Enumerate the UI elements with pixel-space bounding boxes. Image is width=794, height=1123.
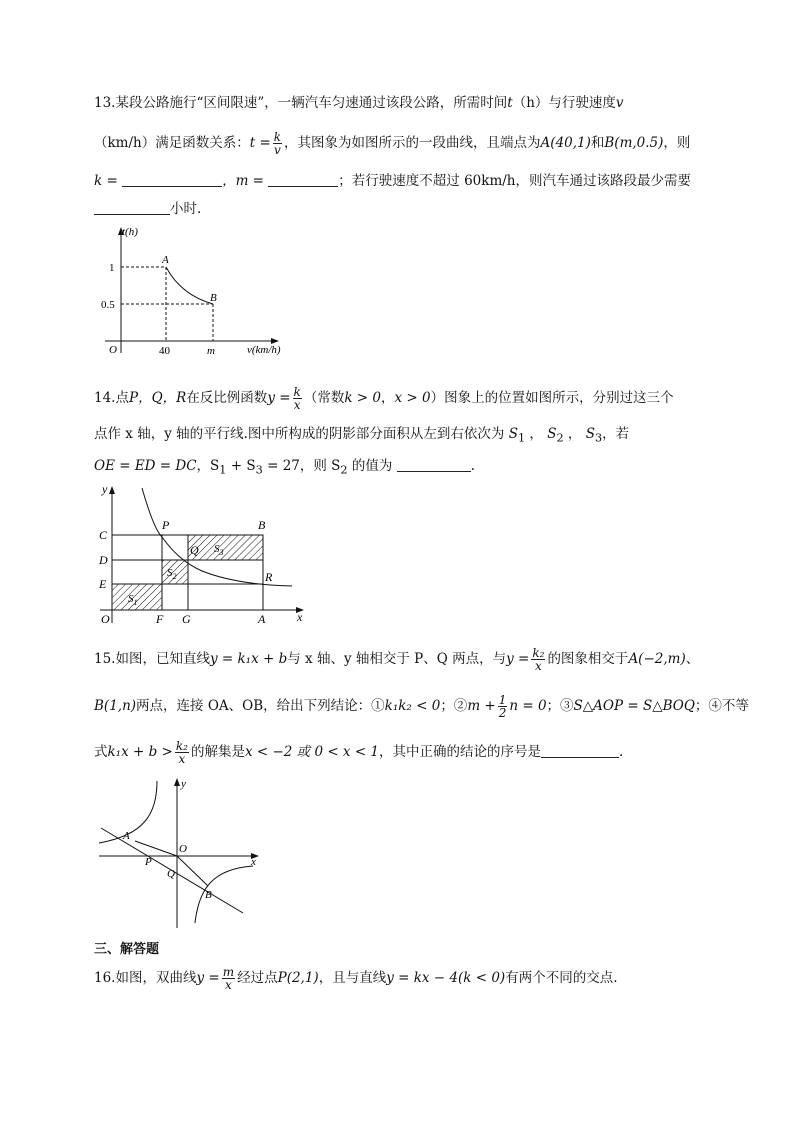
q15-fraction: $\frac{\text{k₂}}{x}$ [532,646,545,673]
answer-blank-time[interactable] [94,200,170,215]
tick-0-5: 0.5 [101,299,115,311]
label-F: F [156,612,164,626]
label-D: D [99,553,108,567]
x-axis-label: v(km/h) [247,344,281,356]
tick-1: 1 [109,262,115,274]
label-G: G [182,612,191,626]
q13-line2: （km/h）满足函数关系：t = $\frac{k}{v}$ ，其图象为如图所示的一段曲线，且端点为A(40,1)和B(m,0.5)，则 [94,130,691,157]
point-A-label: A [162,254,169,266]
region-S3 [188,535,263,560]
q15-graph [95,773,275,933]
q15-half-fraction: $\frac{1}{2}$ [498,693,507,720]
label-P: P [145,856,152,868]
label-S3: $S_3$ [214,543,224,557]
q13-graph [95,225,295,360]
segment-OA [135,841,177,856]
y-axis-arrow-icon [109,486,115,494]
label-B: B [258,518,266,532]
q13-line1: 13.某段公路施行“区间限速”，一辆汽车匀速通过该段公路，所需时间t（h）与行驶速度v [94,95,624,111]
q16-line1: 16.如图，双曲线y = $\frac{m}{x}$ 经过点P(2,1)，且与直线y = kx − 4(k < 0)有两个不同的交点. [94,965,618,992]
hyperbola-branch-4th-quadrant [195,866,253,923]
answer-blank-m[interactable] [268,172,338,187]
q15-line2: B(1,n)两点，连接 OA、OB，给出下列结论：①k₁k₂ < 0；②m + $\frac{1}{2}$ n = 0；③S△AOP = S△BOQ；④不等 [94,693,749,720]
answer-blank-q15[interactable] [541,743,619,758]
q14-line2: 点作 x 轴，y 轴的平行线.图中所构成的阴影部分面积从左到右依次为 $S_1$ ， $S_2$ ， $S_3$，若 [94,426,630,445]
q15-line1: 15.如图，已知直线y = k₁x + b与 x 轴、y 轴相交于 P、Q 两点，与y = $\frac{\text{k₂}}{x}$ 的图象相交于A(−2,m)、 [94,646,700,673]
section-heading: 三、解答题 [94,942,160,957]
y-label: y [102,483,108,496]
x-label: x [251,856,256,868]
q14-line1: 14.点P，Q，R在反比例函数y = $\frac{k}{x}$ （常数k > 0，x > 0）图象上的位置如图所示，分别过这三个 [94,385,674,412]
origin-label: O [101,612,110,626]
q14-graph [92,483,312,628]
curve-t-k-over-v [166,267,213,304]
label-Q: Q [190,543,199,557]
label-S1: $S_1$ [128,593,138,607]
label-R: R [265,570,273,584]
q14-fraction: $\frac{k}{x}$ [293,385,301,412]
q13-line4: 小时. [94,199,201,219]
q13-fraction: $\frac{k}{v}$ [273,130,282,157]
label-E: E [99,577,107,591]
answer-blank-k[interactable] [122,172,222,187]
label-A: A [258,612,266,626]
origin-label: O [109,344,117,356]
segment-OB [177,856,208,886]
q16-fraction: $\frac{m}{x}$ [222,965,235,992]
label-P: P [162,518,170,532]
label-A: A [123,830,130,842]
q15-ineq-fraction: $\frac{\text{k₂}}{x}$ [175,739,188,766]
origin-label: O [179,843,187,855]
label-Q: Q [167,868,175,880]
tick-m: m [207,345,215,357]
q14-line3: OE = ED = DC，$S_1 + S_3 = 27$，则 $S_2$ 的值为 . [94,458,475,477]
q15-line3: 式k₁x + b > $\frac{\text{k₂}}{x}$ 的解集是x < −2 或 0 < x < 1，其中正确的结论的序号是 . [94,739,624,766]
y-label: y [181,778,186,790]
y-axis-arrow-icon [174,778,180,786]
label-C: C [99,528,108,542]
q13-line3: k = ，m = ；若行驶速度不超过 60km/h，则汽车通过该路段最少需要 [94,173,691,189]
y-axis-label: t(h) [122,226,138,238]
tick-40: 40 [159,345,170,357]
point-B-label: B [210,292,217,304]
answer-blank-s2[interactable] [397,457,471,472]
x-label: x [297,610,303,624]
label-B: B [205,889,212,901]
label-S2: $S_2$ [167,567,177,581]
